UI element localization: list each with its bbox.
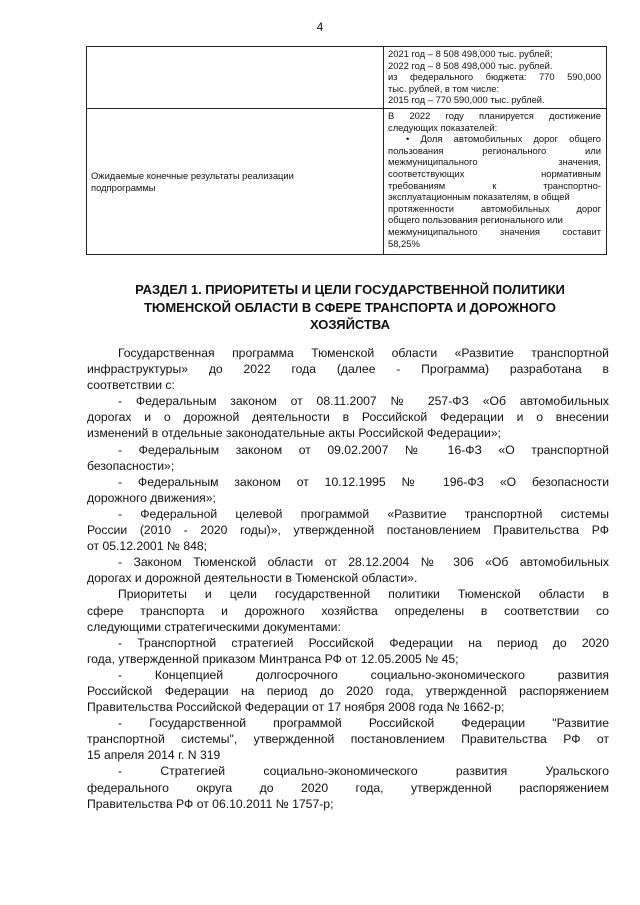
results-line: пользования регионального или [388, 144, 601, 156]
body-line: соответствии с: [87, 378, 175, 393]
funding-line: тыс. рублей, в том числе: [388, 82, 500, 94]
expected-results-label: подпрограммы [91, 181, 156, 193]
results-line: • Доля автомобильных дорог общего [406, 133, 601, 145]
expected-results-cell [384, 109, 607, 255]
table-row [87, 109, 607, 255]
body-line: - Концепцией долгосрочного социально-экономического развития [118, 667, 609, 682]
body-line: сфере транспорта и дорожного хозяйства определены в соответствии со [87, 603, 609, 618]
body-line: изменений в отдельные законодательные акты Российской Федерации»; [87, 426, 502, 441]
body-line: года, утвержденной приказом Минтранса РФ от 12.05.2005 № 45; [87, 651, 459, 666]
subprogram-passport-table [86, 46, 607, 255]
results-line: межмуниципального значения, [388, 156, 601, 168]
body-line: - Транспортной стратегией Российской Федерации на период до 2020 [118, 635, 609, 650]
results-line: следующих показателей: [388, 121, 498, 133]
funding-line: из федерального бюджета: 770 590,000 [388, 71, 601, 83]
funding-cell [384, 47, 607, 109]
body-line: - Федеральным законом от 08.11.2007 № 257-ФЗ «Об автомобильных [118, 394, 609, 409]
expected-results-label-cell [87, 109, 384, 255]
body-line: - Федеральным законом от 10.12.1995 № 196-ФЗ «О безопасности [118, 474, 609, 489]
results-line: межмуниципального значения составит [388, 225, 601, 237]
body-line: России (2010 - 2020 годы)», утвержденной постановлением Правительства РФ [87, 523, 609, 538]
results-line: соответствующих нормативным [388, 167, 601, 179]
page-number: 4 [316, 20, 324, 34]
section-heading-line: ХОЗЯЙСТВА [309, 317, 391, 332]
results-line: протяженности автомобильных дорог [388, 202, 601, 214]
section-heading-line: РАЗДЕЛ 1. ПРИОРИТЕТЫ И ЦЕЛИ ГОСУДАРСТВЕННОЙ ПОЛИТИКИ [135, 282, 565, 297]
table-cell-empty [87, 47, 384, 109]
body-line: - Законом Тюменской области от 28.12.2004 № 306 «Об автомобильных [118, 555, 609, 570]
section-heading-line: ТЮМЕНСКОЙ ОБЛАСТИ В СФЕРЕ ТРАНСПОРТА И ДОРОЖНОГО [143, 299, 557, 315]
body-line: Приоритеты и цели государственной политики Тюменской области в [118, 587, 609, 602]
body-line: Правительства Российской Федерации от 17 ноября 2008 года № 1662-р; [87, 700, 505, 715]
body-line: безопасности»; [87, 458, 175, 473]
results-line: 58,25% [388, 237, 420, 249]
results-line: В 2022 году планируется достижение [388, 110, 601, 121]
funding-line: 2021 год – 8 508 498,000 тыс. рублей; [388, 48, 553, 59]
body-line: от 05.12.2001 № 848; [87, 539, 208, 554]
body-line: - Стратегией социально-экономического развития Уральского [118, 764, 609, 779]
body-line: Правительства РФ от 06.10.2011 № 1757-р; [87, 796, 334, 811]
section-body [87, 345, 609, 812]
body-line: - Государственной программой Российской Федерации "Развитие [118, 716, 609, 731]
body-line: 15 апреля 2014 г. N 319 [87, 748, 221, 763]
funding-line: 2015 год – 770 590,000 тыс. рублей. [388, 94, 545, 106]
body-line: - Федеральным законом от 09.02.2007 № 16-ФЗ «О транспортной [118, 442, 609, 457]
section-heading [90, 281, 610, 334]
body-line: следующими стратегическими документами: [87, 619, 341, 634]
results-line: эксплуатационным показателям, в общей [388, 191, 570, 203]
expected-results-label: Ожидаемые конечные результаты реализации [91, 169, 294, 181]
body-line: дорожного движения»; [87, 490, 216, 505]
results-line: общего пользования регионального или [388, 214, 563, 226]
body-line: инфраструктуры» до 2022 года (далее - Программа) разработана в [87, 362, 609, 377]
body-line: Российской Федерации на период до 2020 года, утвержденной распоряжением [87, 683, 609, 698]
body-line: федерального округа до 2020 года, утвержденной распоряжением [87, 780, 609, 795]
body-line: транспортной системы", утвержденной постановлением Правительства РФ от [87, 732, 609, 747]
body-line: Государственная программа Тюменской области «Развитие транспортной [118, 346, 609, 360]
body-line: дорогах и о дорожной деятельности в Российской Федерации и о внесении [87, 410, 609, 425]
funding-line: 2022 год – 8 508 498,000 тыс. рублей. [388, 59, 553, 71]
results-line: требованиям к транспортно- [388, 179, 601, 191]
body-line: - Федеральной целевой программой «Развитие транспортной системы [118, 506, 609, 521]
table-row [87, 47, 607, 109]
body-line: дорогах и дорожной деятельности в Тюменской области». [87, 571, 418, 586]
